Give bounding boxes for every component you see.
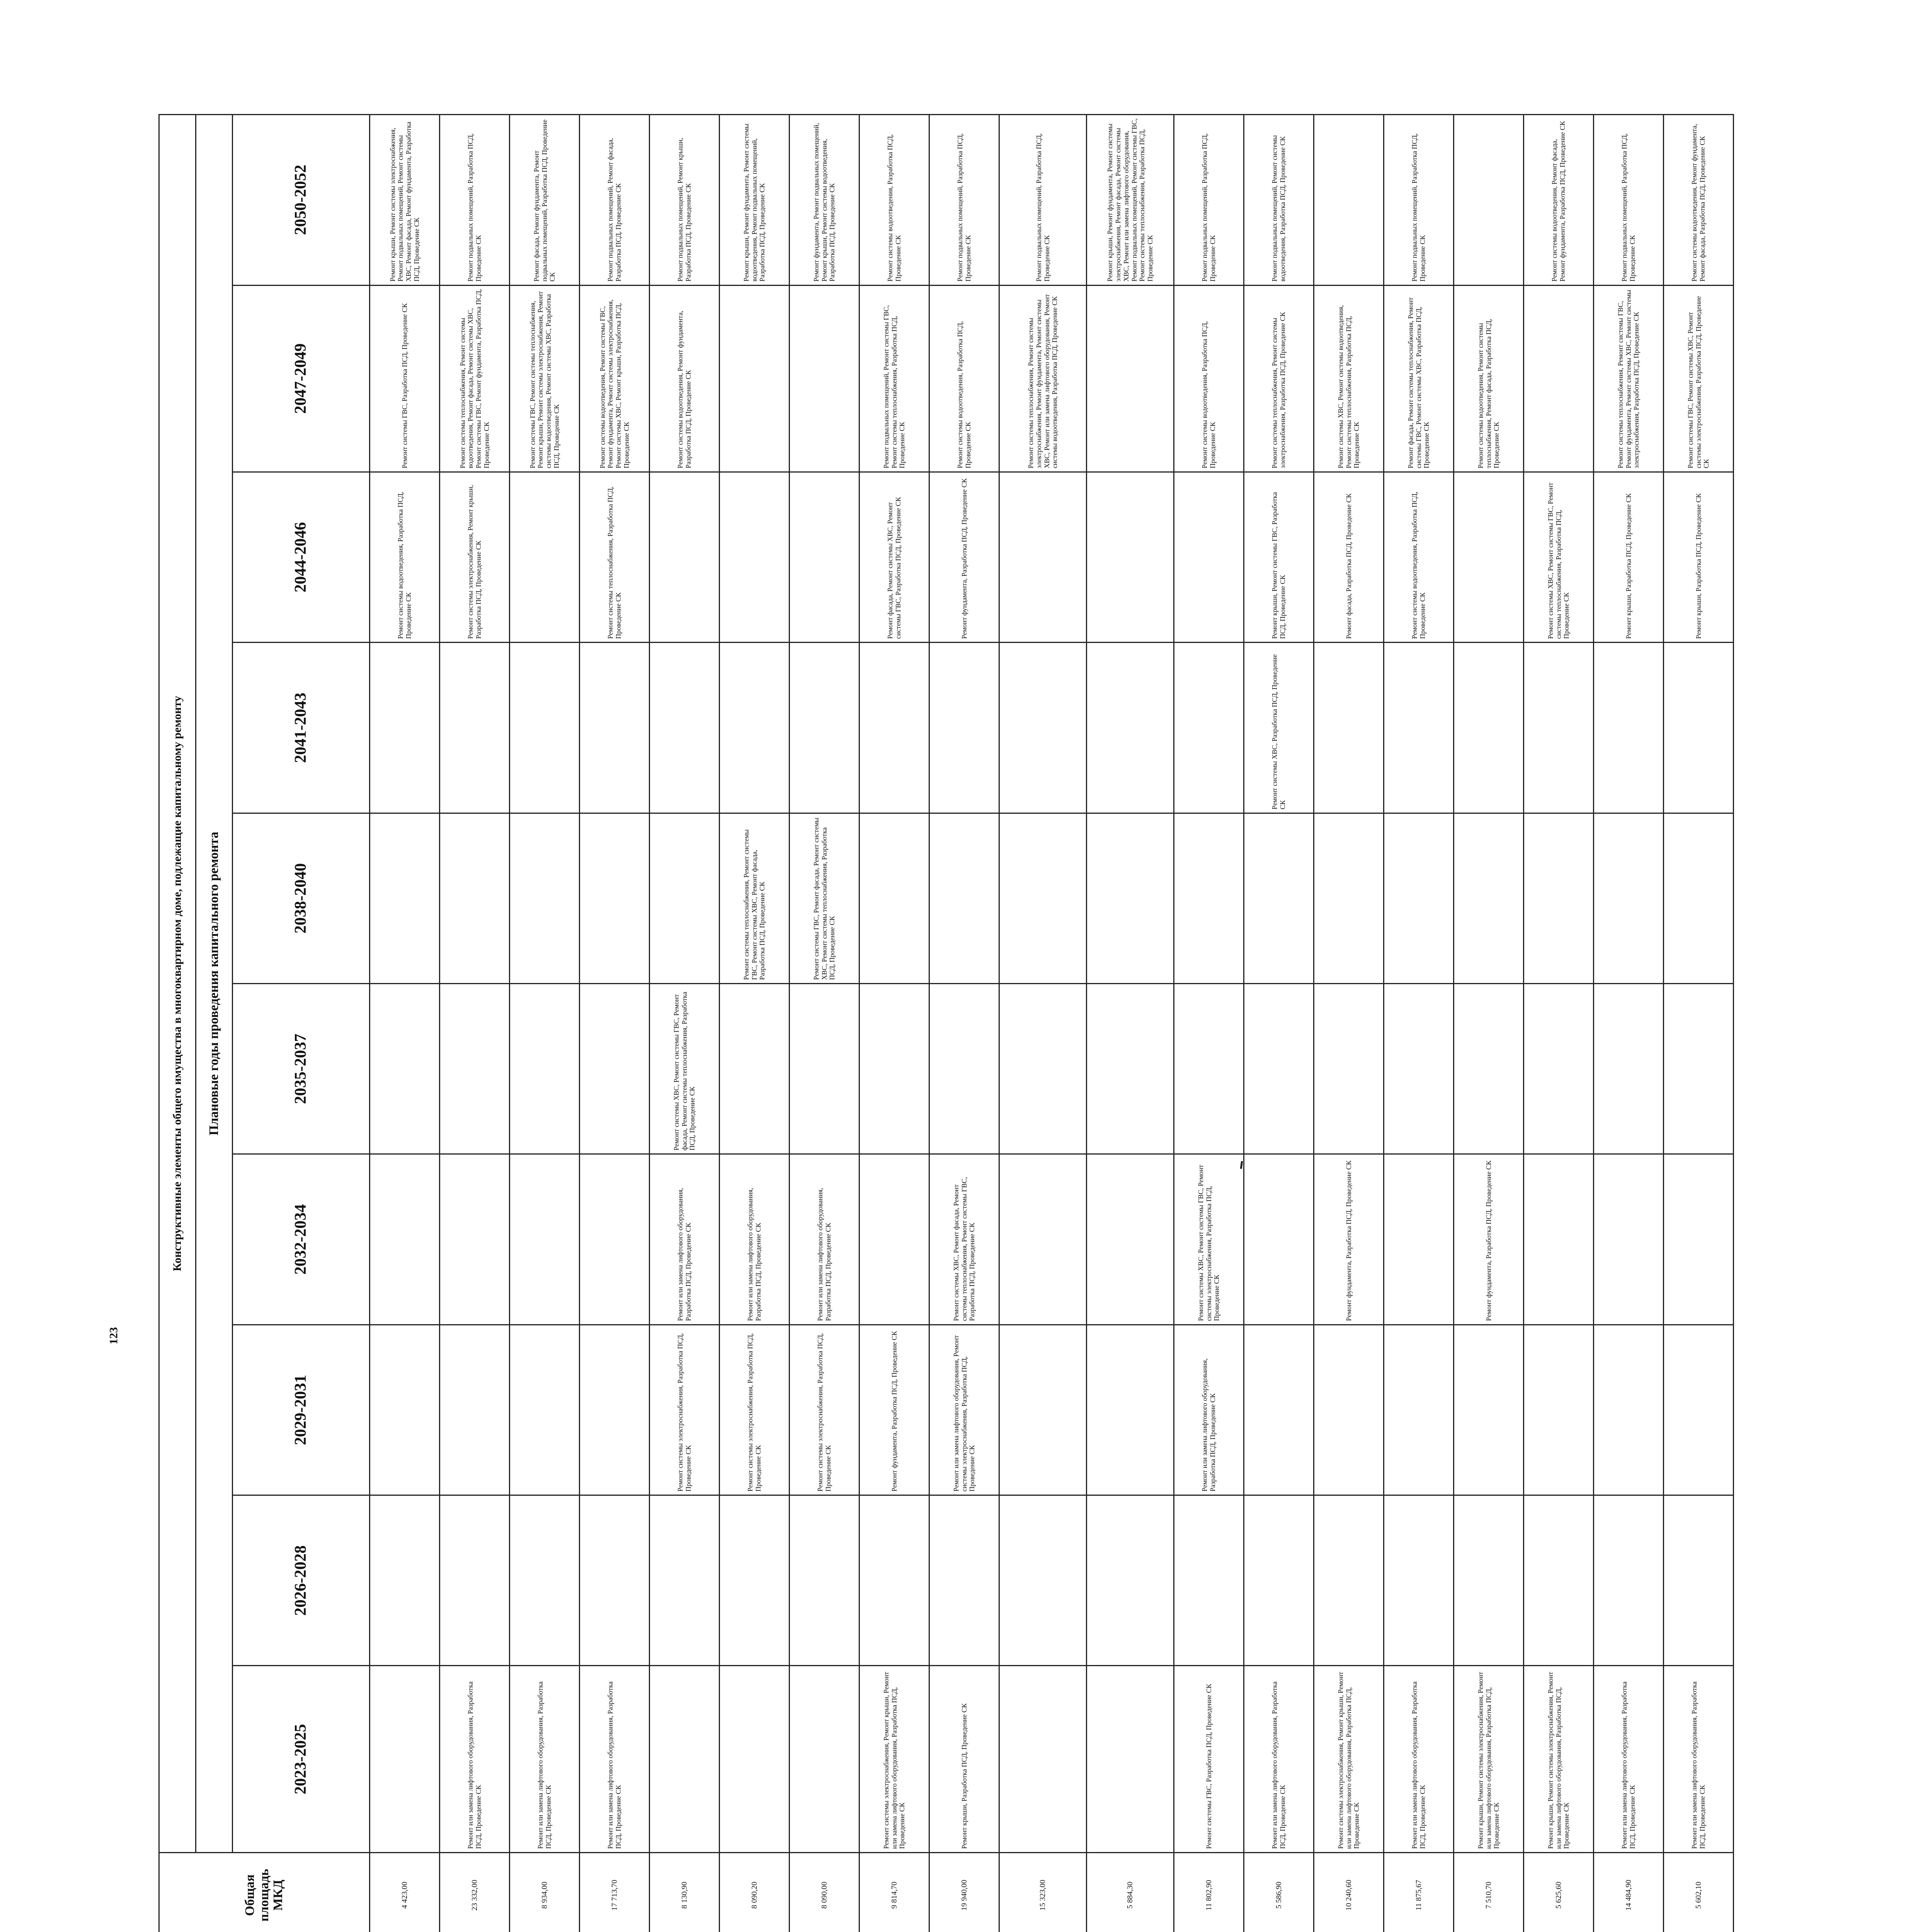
cell-repair-works [999,1325,1087,1495]
cell-repair-works [510,1325,580,1495]
cell-repair-works [1384,1325,1454,1495]
cell-area: 9 814,70 [859,1852,929,1932]
cell-repair-works: Ремонт фундамента, Ремонт подвальных помещений, Ремонт крыши, Ремонт системы водоотведения, Разработка ПСД, Проведение СК [790,115,859,286]
header-period: 2047-2049 [233,285,370,472]
cell-repair-works [1314,115,1384,286]
cell-area: 8 090,20 [720,1852,790,1932]
cell-repair-works [1244,984,1314,1154]
cell-repair-works [1524,1495,1594,1666]
cell-repair-works: Ремонт системы электроснабжения, Разработка ПСД, Проведение СК [650,1325,720,1495]
cell-repair-works [999,472,1087,642]
cell-repair-works [790,285,859,472]
cell-repair-works [1174,1495,1244,1666]
table-row [1174,115,1244,1932]
cell-repair-works: Ремонт или замена лифтового оборудования, Разработка ПСД, Проведение СК [440,1666,510,1852]
cell-repair-works [1087,813,1174,983]
cell-repair-works [859,643,929,813]
cell-repair-works [440,1495,510,1666]
cell-repair-works: Ремонт крыши, Ремонт фундамента, Ремонт системы электроснабжения, Ремонт фасада, Ремонт системы ХВС, Ремонт или замена лифтового оборудования, Ремонт подвальных помещений, Ремонт системы ГВС, Ремонт системы теплоснабжения, Разработка ПСД, Проведение СК [1087,115,1174,286]
cell-repair-works: Ремонт системы водоотведения, Разработка ПСД, Проведение СК [1384,472,1454,642]
cell-repair-works [999,643,1087,813]
cell-repair-works [1314,1495,1384,1666]
cell-area: 10 240,60 [1314,1852,1384,1932]
cell-repair-works: Ремонт подвальных помещений, Ремонт системы водоотведения, Разработка ПСД, Проведение СК [1244,115,1314,286]
cell-repair-works [370,1154,440,1325]
cell-repair-works [1454,984,1524,1154]
cell-repair-works: Ремонт или замена лифтового оборудования, Разработка ПСД, Проведение СК [1244,1666,1314,1852]
header-period: 2032-2034 [233,1154,370,1325]
cell-repair-works [720,285,790,472]
cell-repair-works: Ремонт или замена лифтового оборудования, Разработка ПСД, Проведение СК [580,1666,650,1852]
cell-repair-works [790,472,859,642]
table-row [650,115,720,1932]
cell-repair-works: Ремонт или замена лифтового оборудования, Разработка ПСД, Проведение СК [1664,1666,1734,1852]
cell-area: 8 130,90 [650,1852,720,1932]
cell-repair-works [1087,643,1174,813]
cell-repair-works: Ремонт подвальных помещений, Ремонт крыши, Разработка ПСД, Проведение СК [650,115,720,286]
cell-repair-works: Ремонт системы водоотведения, Ремонт фундамента, Ремонт фасада, Разработка ПСД, Проведение СК [1664,115,1734,286]
cell-repair-works: Ремонт системы водоотведения, Разработка ПСД, Проведение СК [370,472,440,642]
cell-repair-works: Ремонт системы электроснабжения, Разработка ПСД, Проведение СК [720,1325,790,1495]
cell-repair-works: Ремонт системы ГВС, Разработка ПСД, Проведение СК [370,285,440,472]
cell-area: 8 090,00 [790,1852,859,1932]
cell-repair-works [1384,1154,1454,1325]
cell-repair-works [1384,1495,1454,1666]
cell-repair-works: Ремонт или замена лифтового оборудования, Разработка ПСД, Проведение СК [720,1154,790,1325]
cell-repair-works: Ремонт системы ГВС, Ремонт системы теплоснабжения, Ремонт крыши, Ремонт системы электроснабжения, Ремонт системы водоотведения, Ремонт системы ХВС, Разработка ПСД, Проведение СК [510,285,580,472]
cell-repair-works: Ремонт крыши, Разработка ПСД, Проведение СК [1594,472,1664,642]
cell-repair-works [1594,643,1664,813]
cell-repair-works: Ремонт подвальных помещений, Ремонт системы ГВС, Ремонт системы теплоснабжения, Разработка ПСД, Проведение СК [859,285,929,472]
cell-repair-works [650,813,720,983]
cell-repair-works [999,984,1087,1154]
cell-area: 14 484,90 [1594,1852,1664,1932]
cell-repair-works: Ремонт системы водоотведения, Ремонт системы теплоснабжения, Ремонт фасада, Разработка ПСД, Проведение СК [1454,285,1524,472]
cell-repair-works: Ремонт системы электроснабжения, Ремонт крыши, Ремонт или замена лифтового оборудования, Разработка ПСД, Проведение СК [859,1666,929,1852]
cell-repair-works: Ремонт системы электроснабжения, Разработка ПСД, Проведение СК [790,1325,859,1495]
cell-repair-works [1454,813,1524,983]
cell-repair-works [440,984,510,1154]
cell-repair-works [1314,813,1384,983]
cell-repair-works: Ремонт системы ГВС, Ремонт системы ХВС, Ремонт системы электроснабжения, Разработка ПСД, Проведение СК [1664,285,1734,472]
cell-repair-works: Ремонт системы ХВС, Ремонт фасада, Ремонт системы теплоснабжения, Ремонт системы ГВС, Разработка ПСД, Проведение СК [929,1154,999,1325]
cell-repair-works: Ремонт крыши, Ремонт системы электроснабжения, Ремонт подвальных помещений, Ремонт системы ХВС, Ремонт фасада, Ремонт фундамента, Разработка ПСД, Проведение СК [370,115,440,286]
cell-repair-works [510,1495,580,1666]
cell-repair-works [1664,1154,1734,1325]
cell-repair-works [1454,115,1524,286]
cell-repair-works: Ремонт системы ХВС, Ремонт системы ГВС, Ремонт системы теплоснабжения, Разработка ПСД, Проведение СК [1524,472,1594,642]
cell-repair-works: Ремонт системы ГВС, Разработка ПСД, Проведение СК [1174,1666,1244,1852]
table-row [790,115,859,1932]
cell-repair-works [1174,643,1244,813]
cell-repair-works [859,1495,929,1666]
cell-repair-works [1087,984,1174,1154]
table-row [1384,115,1454,1932]
cell-repair-works [370,643,440,813]
cell-repair-works: Ремонт системы электроснабжения, Ремонт крыши, Ремонт или замена лифтового оборудования, Разработка ПСД, Проведение СК [1314,1666,1384,1852]
cell-repair-works: Ремонт фасада, Ремонт фундамента, Ремонт подвальных помещений, Разработка ПСД, Проведение СК [510,115,580,286]
cell-repair-works [1244,813,1314,983]
cell-repair-works: Ремонт крыши, Ремонт системы электроснабжения, Ремонт или замена лифтового оборудования, Разработка ПСД, Проведение СК [1524,1666,1594,1852]
cell-repair-works [1664,1495,1734,1666]
cell-repair-works [1384,643,1454,813]
table-body [370,115,1734,1932]
cell-repair-works [859,1154,929,1325]
cell-repair-works: Ремонт системы ХВС, Ремонт системы ГВС, Ремонт фасада, Ремонт системы теплоснабжения, Разработка ПСД, Проведение СК [650,984,720,1154]
cell-repair-works [1594,1495,1664,1666]
cell-repair-works [1087,1325,1174,1495]
cell-repair-works: Ремонт подвальных помещений, Разработка ПСД, Проведение СК [1384,115,1454,286]
cell-repair-works [650,1495,720,1666]
cell-repair-works [1524,643,1594,813]
cell-repair-works: Ремонт системы водоотведения, Ремонт системы ГВС, Ремонт фундамента, Ремонт системы электроснабжения, Ремонт системы ХВС, Ремонт крыши, Разработка ПСД, Проведение СК [580,285,650,472]
table-row [440,115,510,1932]
cell-repair-works [1664,643,1734,813]
cell-repair-works: Ремонт или замена лифтового оборудования, Разработка ПСД, Проведение СК [1174,1325,1244,1495]
cell-repair-works [1244,1325,1314,1495]
cell-repair-works [1594,984,1664,1154]
cell-repair-works [1454,1495,1524,1666]
header-period: 2050-2052 [233,115,370,286]
cell-repair-works: Ремонт системы теплоснабжения, Ремонт системы ГВС, Ремонт фундамента, Ремонт системы ХВС, Ремонт системы электроснабжения, Разработка ПСД, Проведение СК [1594,285,1664,472]
cell-repair-works [580,813,650,983]
cell-repair-works [510,813,580,983]
header-periods-row [233,115,370,1932]
cell-repair-works: Ремонт системы водоотведения, Разработка ПСД, Проведение СК [859,115,929,286]
cell-repair-works: Ремонт или замена лифтового оборудования, Разработка ПСД, Проведение СК [790,1154,859,1325]
cell-repair-works: Ремонт фасада, Ремонт системы теплоснабжения, Ремонт системы ГВС, Ремонт системы ХВС, Разработка ПСД, Проведение СК [1384,285,1454,472]
cell-repair-works [929,1495,999,1666]
cell-repair-works [790,1495,859,1666]
cell-repair-works [1384,984,1454,1154]
cell-repair-works: Ремонт или замена лифтового оборудования, Разработка ПСД, Проведение СК [510,1666,580,1852]
cell-repair-works [510,643,580,813]
cell-repair-works [650,472,720,642]
table-row [1244,115,1314,1932]
cell-repair-works [1594,813,1664,983]
rotated-table-wrapper [158,114,1747,1932]
cell-repair-works: Ремонт фасада, Разработка ПСД, Проведение СК [1314,472,1384,642]
cell-repair-works [720,643,790,813]
cell-repair-works [370,984,440,1154]
cell-repair-works [370,1666,440,1852]
table-row [720,115,790,1932]
cell-repair-works [650,643,720,813]
cell-repair-works: Ремонт фундамента, Разработка ПСД, Проведение СК [929,472,999,642]
cell-repair-works: Ремонт системы теплоснабжения, Ремонт системы ГВС, Ремонт системы ХВС, Ремонт фасада, Разработка ПСД, Проведение СК [720,813,790,983]
cell-repair-works [510,1154,580,1325]
table-row [859,115,929,1932]
cell-repair-works [1454,643,1524,813]
cell-repair-works [1244,1495,1314,1666]
cell-area: 15 323,00 [999,1852,1087,1932]
cell-area: 5 884,30 [1087,1852,1174,1932]
header-period: 2041-2043 [233,643,370,813]
cell-repair-works [1454,472,1524,642]
cell-repair-works: Ремонт подвальных помещений, Разработка ПСД, Проведение СК [929,115,999,286]
cell-repair-works: Ремонт крыши, Разработка ПСД, Проведение СК [1664,472,1734,642]
cell-repair-works: Ремонт подвальных помещений, Разработка ПСД, Проведение СК [999,115,1087,286]
cell-repair-works [1087,1666,1174,1852]
cell-area: 4 423,00 [370,1852,440,1932]
cell-repair-works [1524,1154,1594,1325]
table-row [999,115,1087,1932]
cell-area: 5 602,10 [1664,1852,1734,1932]
header-area: Общая площадь МКД [159,1852,370,1932]
cell-repair-works [440,813,510,983]
cell-repair-works [1524,1325,1594,1495]
table-row [1087,115,1174,1932]
cell-repair-works [1087,472,1174,642]
header-period: 2035-2037 [233,984,370,1154]
cell-repair-works [440,1325,510,1495]
cell-repair-works [580,1495,650,1666]
table-row [580,115,650,1932]
cell-repair-works: Ремонт фасада, Ремонт системы ХВС, Ремонт системы ГВС, Разработка ПСД, Проведение СК [859,472,929,642]
cell-repair-works [580,643,650,813]
cell-repair-works [720,472,790,642]
table-header [159,115,370,1932]
cell-repair-works: Ремонт подвальных помещений, Ремонт фасада, Разработка ПСД, Проведение СК [580,115,650,286]
header-period: 2026-2028 [233,1495,370,1666]
cell-repair-works [1174,984,1244,1154]
cell-repair-works: Ремонт фундамента, Разработка ПСД, Проведение СК [1314,1154,1384,1325]
cell-repair-works: Ремонт системы ХВС, Разработка ПСД, Проведение СК [1244,643,1314,813]
cell-repair-works [1087,1495,1174,1666]
cell-repair-works [929,813,999,983]
table-row [929,115,999,1932]
cell-repair-works [999,1495,1087,1666]
cell-repair-works [929,984,999,1154]
cell-area: 19 940,00 [929,1852,999,1932]
cell-repair-works [370,813,440,983]
cell-repair-works [1314,984,1384,1154]
cell-repair-works: Ремонт системы теплоснабжения, Ремонт системы электроснабжения, Ремонт фундамента, Ремонт системы ХВС, Ремонт или замена лифтового оборудования, Ремонт системы водоотведения, Разработка ПСД, Проведение СК [999,285,1087,472]
cell-area: 17 713,70 [580,1852,650,1932]
cell-repair-works: Ремонт или замена лифтового оборудования, Разработка ПСД, Проведение СК [1594,1666,1664,1852]
cell-repair-works [1244,1154,1314,1325]
cell-repair-works [1384,813,1454,983]
table-row [370,115,440,1932]
cell-repair-works: Ремонт системы электроснабжения, Ремонт крыши, Разработка ПСД, Проведение СК [440,472,510,642]
cell-repair-works [510,472,580,642]
cell-repair-works [1664,984,1734,1154]
header-elements-group: Конструктивные элементы общего имущества в многоквартирном доме, подлежащие капитальному ремонту [159,115,196,1853]
cell-repair-works [1174,472,1244,642]
cell-area: 11 802,90 [1174,1852,1244,1932]
cell-repair-works: Ремонт фундамента, Разработка ПСД, Проведение СК [859,1325,929,1495]
cell-repair-works [650,1666,720,1852]
cell-repair-works [1594,1154,1664,1325]
header-planned-years: Плановые годы проведения капитального ремонта [196,115,233,1853]
cell-repair-works [1087,285,1174,472]
cell-repair-works: Ремонт подвальных помещений, Разработка ПСД, Проведение СК [440,115,510,286]
cell-repair-works: Ремонт фундамента, Разработка ПСД, Проведение СК [1454,1154,1524,1325]
cell-repair-works [440,643,510,813]
cell-repair-works [580,984,650,1154]
cell-area: 5 586,90 [1244,1852,1314,1932]
cell-repair-works [999,1666,1087,1852]
table-row [1524,115,1594,1932]
cell-repair-works [1664,813,1734,983]
cell-repair-works [929,643,999,813]
table-row [510,115,580,1932]
table-row [1454,115,1524,1932]
cell-repair-works [1174,813,1244,983]
table-row [1594,115,1664,1932]
cell-repair-works: Ремонт или замена лифтового оборудования, Разработка ПСД, Проведение СК [650,1154,720,1325]
cell-repair-works [440,1154,510,1325]
cell-repair-works [1524,984,1594,1154]
cell-repair-works [370,1325,440,1495]
cell-repair-works [1314,643,1384,813]
cell-repair-works: Ремонт подвальных помещений, Разработка ПСД, Проведение СК [1594,115,1664,286]
cell-repair-works [720,1495,790,1666]
cell-repair-works [580,1325,650,1495]
cell-repair-works: Ремонт крыши, Ремонт фундамента, Ремонт системы водоотведения, Ремонт подвальных помещений, Разработка ПСД, Проведение СК [720,115,790,286]
capital-repair-table [158,114,1734,1932]
cell-repair-works [790,984,859,1154]
cell-repair-works [859,984,929,1154]
cell-repair-works: Ремонт системы ХВС, Ремонт системы водоотведения, Ремонт системы теплоснабжения, Разработка ПСД, Проведение СК [1314,285,1384,472]
cell-repair-works: Ремонт системы теплоснабжения, Разработка ПСД, Проведение СК [580,472,650,642]
header-period: 2029-2031 [233,1325,370,1495]
cell-area: 8 934,00 [510,1852,580,1932]
cell-repair-works [1524,813,1594,983]
cell-repair-works: Ремонт системы водоотведения, Ремонт фундамента, Разработка ПСД, Проведение СК [650,285,720,472]
cell-repair-works: Ремонт системы теплоснабжения, Ремонт системы водоотведения, Ремонт фасада, Ремонт системы ХВС, Ремонт системы ГВС, Ремонт фундамента, Разработка ПСД, Проведение СК [440,285,510,472]
cell-repair-works [999,1154,1087,1325]
cell-repair-works: Ремонт или замена лифтового оборудования, Ремонт системы электроснабжения, Разработка ПСД, Проведение СК [929,1325,999,1495]
cell-area: 5 625,60 [1524,1852,1594,1932]
cell-repair-works [1664,1325,1734,1495]
cell-repair-works [510,984,580,1154]
header-period: 2044-2046 [233,472,370,642]
cell-repair-works [1454,1325,1524,1495]
page-number: 123 [107,1327,120,1345]
cell-repair-works [720,1666,790,1852]
cell-repair-works: Ремонт системы водоотведения, Разработка ПСД, Проведение СК [929,285,999,472]
cell-repair-works: Ремонт крыши, Разработка ПСД, Проведение СК [929,1666,999,1852]
cell-repair-works [859,813,929,983]
cell-repair-works [370,1495,440,1666]
cell-repair-works: Ремонт системы ХВС, Ремонт системы ГВС, Ремонт системы электроснабжения, Разработка ПСД, Проведение СК [1174,1154,1244,1325]
header-period: 2023-2025 [233,1666,370,1852]
cell-repair-works [999,813,1087,983]
cell-repair-works: Ремонт системы водоотведения, Ремонт фасада, Ремонт фундамента, Разработка ПСД, Проведение СК [1524,115,1594,286]
cell-repair-works: Ремонт системы теплоснабжения, Ремонт системы электроснабжения, Разработка ПСД, Проведение СК [1244,285,1314,472]
cell-repair-works: Ремонт или замена лифтового оборудования, Разработка ПСД, Проведение СК [1384,1666,1454,1852]
cell-area: 23 332,00 [440,1852,510,1932]
cell-repair-works [790,1666,859,1852]
cell-area: 11 875,67 [1384,1852,1454,1932]
cell-repair-works [1314,1325,1384,1495]
cell-area: 7 510,70 [1454,1852,1524,1932]
table-row [1664,115,1734,1932]
cell-repair-works: Ремонт подвальных помещений, Разработка ПСД, Проведение СК [1174,115,1244,286]
header-period: 2038-2040 [233,813,370,983]
cell-repair-works [1594,1325,1664,1495]
cell-repair-works: Ремонт системы ГВС, Ремонт фасада, Ремонт системы ХВС, Ремонт системы теплоснабжения, Разработка ПСД, Проведение СК [790,813,859,983]
cell-repair-works [580,1154,650,1325]
cell-repair-works [1087,1154,1174,1325]
cell-repair-works: Ремонт крыши, Ремонт системы электроснабжения, Ремонт или замена лифтового оборудования, Разработка ПСД, Проведение СК [1454,1666,1524,1852]
cell-repair-works: Ремонт крыши, Ремонт системы ГВС, Разработка ПСД, Проведение СК [1244,472,1314,642]
cell-repair-works [790,643,859,813]
cell-repair-works [1524,285,1594,472]
cell-repair-works [720,984,790,1154]
table-row [1314,115,1384,1932]
cell-repair-works: Ремонт системы водоотведения, Разработка ПСД, Проведение СК [1174,285,1244,472]
